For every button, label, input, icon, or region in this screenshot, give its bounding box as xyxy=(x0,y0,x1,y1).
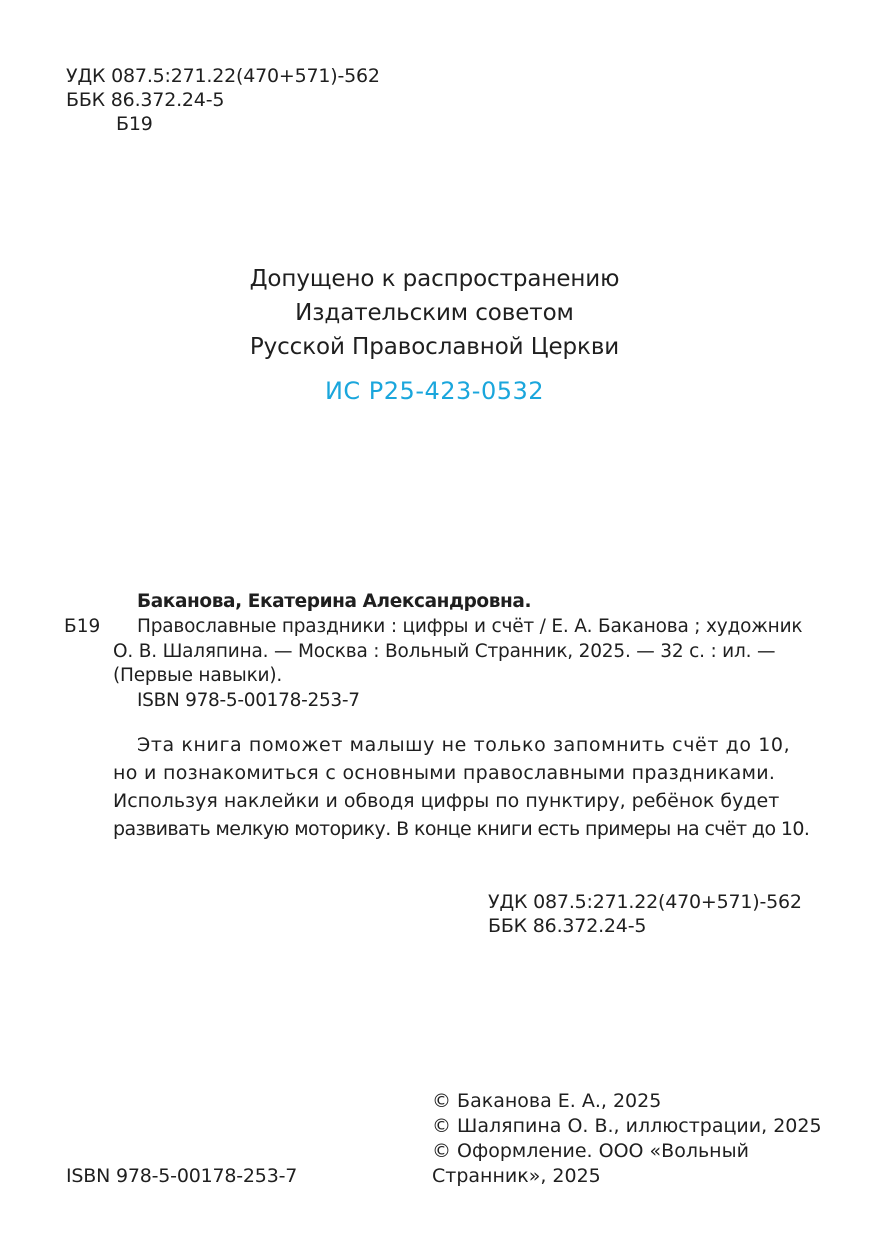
approval-block xyxy=(0,262,869,408)
record-description xyxy=(113,615,853,689)
record-isbn: ISBN 978-5-00178-253-7 xyxy=(137,690,360,711)
copyright-block xyxy=(432,1089,822,1189)
author-mark: Б19 xyxy=(116,113,153,135)
annotation xyxy=(113,731,813,843)
author-heading: Баканова, Екатерина Александровна. xyxy=(137,591,532,612)
description-line-2: О. В. Шаляпина. — Москва : Вольный Странник, 2025. — 32 с. : ил. — xyxy=(113,640,776,662)
record-author-mark: Б19 xyxy=(64,616,101,637)
approval-line-1: Допущено к распространению xyxy=(249,266,620,292)
copyright-line-3: © Оформление. ООО «Вольный xyxy=(432,1140,749,1162)
annotation-line-1: Эта книга поможет малышу не только запомнить счёт до 10, xyxy=(137,734,791,756)
copyright-line-4: Странник», 2025 xyxy=(432,1165,601,1187)
approval-code: ИС Р25-423-0532 xyxy=(324,377,545,405)
footer-isbn: ISBN 978-5-00178-253-7 xyxy=(66,1165,298,1187)
annotation-line-4: развивать мелкую моторику. В конце книги есть примеры на счёт до 10. xyxy=(113,818,810,840)
udc-code: УДК 087.5:271.22(470+571)-562 xyxy=(66,65,380,87)
top-classification xyxy=(66,64,380,136)
bottom-udc-code: УДК 087.5:271.22(470+571)-562 xyxy=(488,891,802,913)
bottom-classification xyxy=(488,890,802,938)
description-line-3: (Первые навыки). xyxy=(113,665,283,686)
annotation-line-3: Используя наклейки и обводя цифры по пунктиру, ребёнок будет xyxy=(113,790,780,812)
bbk-code: ББК 86.372.24-5 xyxy=(66,89,225,111)
copyright-line-2: © Шаляпина О. В., иллюстрации, 2025 xyxy=(432,1115,822,1137)
approval-line-2: Издательским советом xyxy=(295,300,574,326)
copyright-line-1: © Баканова Е. А., 2025 xyxy=(432,1090,662,1112)
bottom-bbk-code: ББК 86.372.24-5 xyxy=(488,915,647,937)
approval-line-3: Русской Православной Церкви xyxy=(249,334,620,360)
annotation-line-2: но и познакомиться с основными православными праздниками. xyxy=(113,762,776,784)
description-line-1: Православные праздники : цифры и счёт / Е. А. Баканова ; художник xyxy=(137,616,803,637)
